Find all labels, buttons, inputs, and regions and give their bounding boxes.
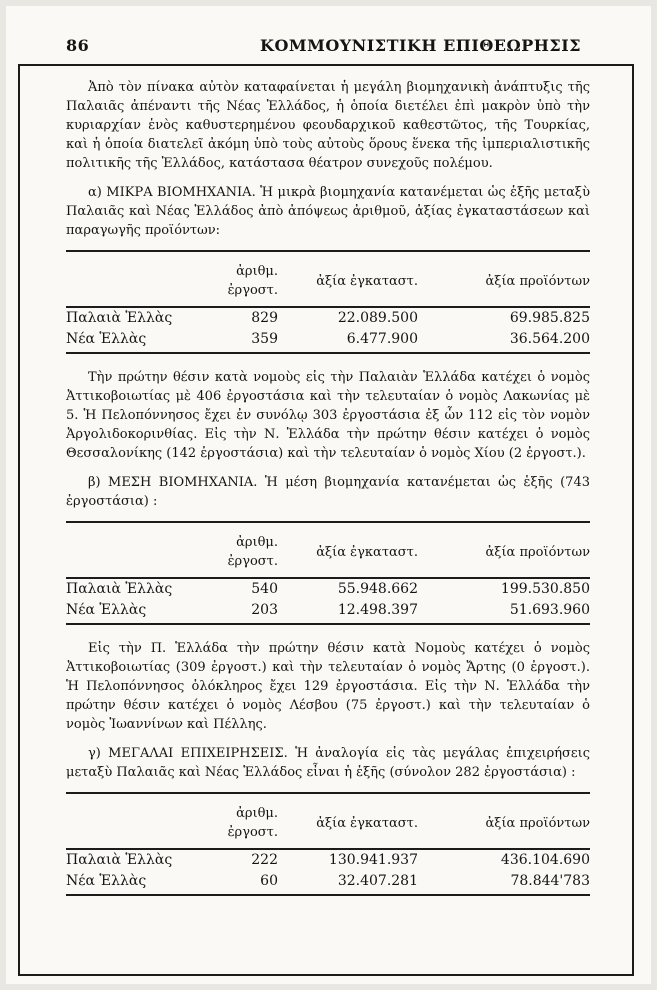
- row-installation-value: 55.948.662: [337, 581, 418, 597]
- header-installation-value: ἀξία ἐγκαταστ.: [278, 522, 418, 578]
- journal-title: ΚΟΜΜΟΥΝΙΣΤΙΚΗ ΕΠΙΘΕΩΡΗΣΙΣ: [260, 36, 581, 55]
- table-row: [66, 307, 590, 329]
- table-row: [66, 871, 590, 895]
- row-factories: 203: [196, 600, 278, 624]
- row-installation-value: 12.498.397: [278, 600, 418, 624]
- section-b-text: Ἡ μέση βιομηχανία κατανέμεται ὡς ἑξῆς (743 ἐργοστάσια) :: [66, 475, 591, 509]
- intro-paragraph: Ἀπὸ τὸν πίνακα αὐτὸν καταφαίνεται ἡ μεγάλη βιομηχανικὴ ἀνάπτυξις τῆς Παλαιᾶς ἀπέναντι τῆς Νέας Ἑλλάδος, ἡ ὁποία διετέλει ἐπὶ μακρὸν ὑπὸ τὴν κυριαρχίαν ἑνὸς καθυστερημένου φεουδαρχικοῦ καθεστῶτος, τῆς Τουρκίας, καὶ ἡ ὁποία διατελεῖ ἀκόμη ὑπὸ τοὺς αὐτοὺς ὅρους ἕνεκα τῆς ἰμπεριαλιστικῆς πολιτικῆς τῆς Ἑλλάδος, κατάστασα θέατρον συνεχοῦς πολέμου.: [66, 80, 590, 171]
- document-page: [6, 6, 651, 984]
- section-c-text: Ἡ ἀναλογία εἰς τὰς μεγάλας ἐπιχειρήσεις μεταξὺ Παλαιᾶς καὶ Νέας Ἑλλάδος εἶναι ἡ ἑξῆς (σύνολον 282 ἐργοστάσια) :: [66, 746, 590, 780]
- table-row: [66, 578, 590, 600]
- section-c-intro: [66, 744, 590, 782]
- header-blank: [66, 251, 196, 307]
- row-product-value: 199.530.850: [500, 581, 590, 597]
- section-a-after-text: Τὴν πρώτην θέσιν κατὰ νομοὺς εἰς τὴν Παλαιὰν Ἑλλάδα κατέχει ὁ νομὸς Ἀττικοβοιωτίας μὲ 406 ἐργοστάσια καὶ τὴν τελευταίαν ὁ νομὸς Λακωνίας μὲ 5. Ἡ Πελοπόννησος ἔχει ἐν συνόλῳ 303 ἐργοστάσια ἐξ ὧν 112 εἰς τὸν νομὸν Ἀργολιδοκορινθίας. Εἰς τὴν Ν. Ἑλλάδα τὴν πρώτην θέσιν κατέχει ὁ νομὸς Θεσσαλονίκης (142 ἐργοστάσια) καὶ τὴν τελευταίαν ὁ νομὸς Χίου (2 ἐργοστ.).: [66, 370, 590, 461]
- header-factories: ἀριθμ. ἐργοστ.: [196, 793, 278, 849]
- row-region: Νέα Ἑλλὰς: [66, 329, 196, 353]
- row-region: Νέα Ἑλλὰς: [66, 600, 196, 624]
- table-row: [66, 329, 590, 353]
- row-product-value: 436.104.690: [500, 852, 590, 868]
- section-b-intro: [66, 473, 590, 511]
- header-product-value: ἀξία προϊόντων: [418, 251, 590, 307]
- header-blank: [66, 793, 196, 849]
- table-row: [66, 849, 590, 871]
- row-region: Παλαιὰ Ἑλλὰς: [66, 581, 173, 597]
- header-factories: ἀριθμ. ἐργοστ.: [196, 251, 278, 307]
- page-content: [66, 78, 590, 910]
- row-product-value: 69.985.825: [509, 310, 590, 326]
- row-product-value: 78.844'783: [418, 871, 590, 895]
- table-large-enterprises: [66, 792, 590, 896]
- row-product-value: 36.564.200: [418, 329, 590, 353]
- row-factories: 60: [196, 871, 278, 895]
- row-region: Νέα Ἑλλὰς: [66, 871, 196, 895]
- row-factories: 359: [196, 329, 278, 353]
- row-installation-value: 32.407.281: [278, 871, 418, 895]
- row-installation-value: 22.089.500: [337, 310, 418, 326]
- section-c-heading: γ) ΜΕΓΑΛΑΙ ΕΠΙΧΕΙΡΗΣΕΙΣ.: [88, 746, 288, 761]
- header-product-value: ἀξία προϊόντων: [418, 793, 590, 849]
- section-a-text: Ἡ μικρὰ βιομηχανία κατανέμεται ὡς ἑξῆς μεταξὺ Παλαιᾶς καὶ Νέας Ἑλλάδος ἀπὸ ἀπόψεως ἀριθμοῦ, ἀξίας ἐγκαταστάσεων καὶ παραγωγῆς προϊόντων:: [66, 185, 590, 238]
- header-installation-value: ἀξία ἐγκαταστ.: [278, 251, 418, 307]
- header-factories: ἀριθμ. ἐργοστ.: [196, 522, 278, 578]
- row-product-value: 51.693.960: [418, 600, 590, 624]
- row-installation-value: 6.477.900: [278, 329, 418, 353]
- table-row: [66, 600, 590, 624]
- page-number: 86: [66, 36, 90, 55]
- row-installation-value: 130.941.937: [328, 852, 418, 868]
- section-b-heading: β) ΜΕΣΗ ΒΙΟΜΗΧΑΝΙΑ.: [88, 475, 258, 490]
- row-region: Παλαιὰ Ἑλλὰς: [66, 310, 173, 326]
- section-b-after-text: Εἰς τὴν Π. Ἑλλάδα τὴν πρώτην θέσιν κατὰ Νομοὺς κατέχει ὁ νομὸς Ἀττικοβοιωτίας (309 ἐργοστ.) καὶ τὴν τελευταίαν ὁ νομὸς Ἄρτης (0 ἐργοστ.). Ἡ Πελοπόννησος ὁλόκληρος ἔχει 129 ἐργοστάσια. Εἰς τὴν Ν. Ἑλλάδα τὴν πρώτην θέσιν κατέχει ὁ νομὸς Λέσβου (75 ἐργοστ.) καὶ τὴν τελευταίαν ὁ νομὸς Ἰωαννίνων καὶ Πέλλης.: [66, 641, 590, 732]
- row-factories: 829: [251, 310, 278, 326]
- header-blank: [66, 522, 196, 578]
- section-a-heading: α) ΜΙΚΡΑ ΒΙΟΜΗΧΑΝΙΑ.: [88, 185, 256, 200]
- row-region: Παλαιὰ Ἑλλὰς: [66, 852, 173, 868]
- header-installation-value: ἀξία ἐγκαταστ.: [278, 793, 418, 849]
- row-factories: 222: [251, 852, 278, 868]
- table-medium-industry: [66, 521, 590, 625]
- section-a-intro: [66, 183, 590, 240]
- header-product-value: ἀξία προϊόντων: [418, 522, 590, 578]
- table-small-industry: [66, 250, 590, 354]
- row-factories: 540: [251, 581, 278, 597]
